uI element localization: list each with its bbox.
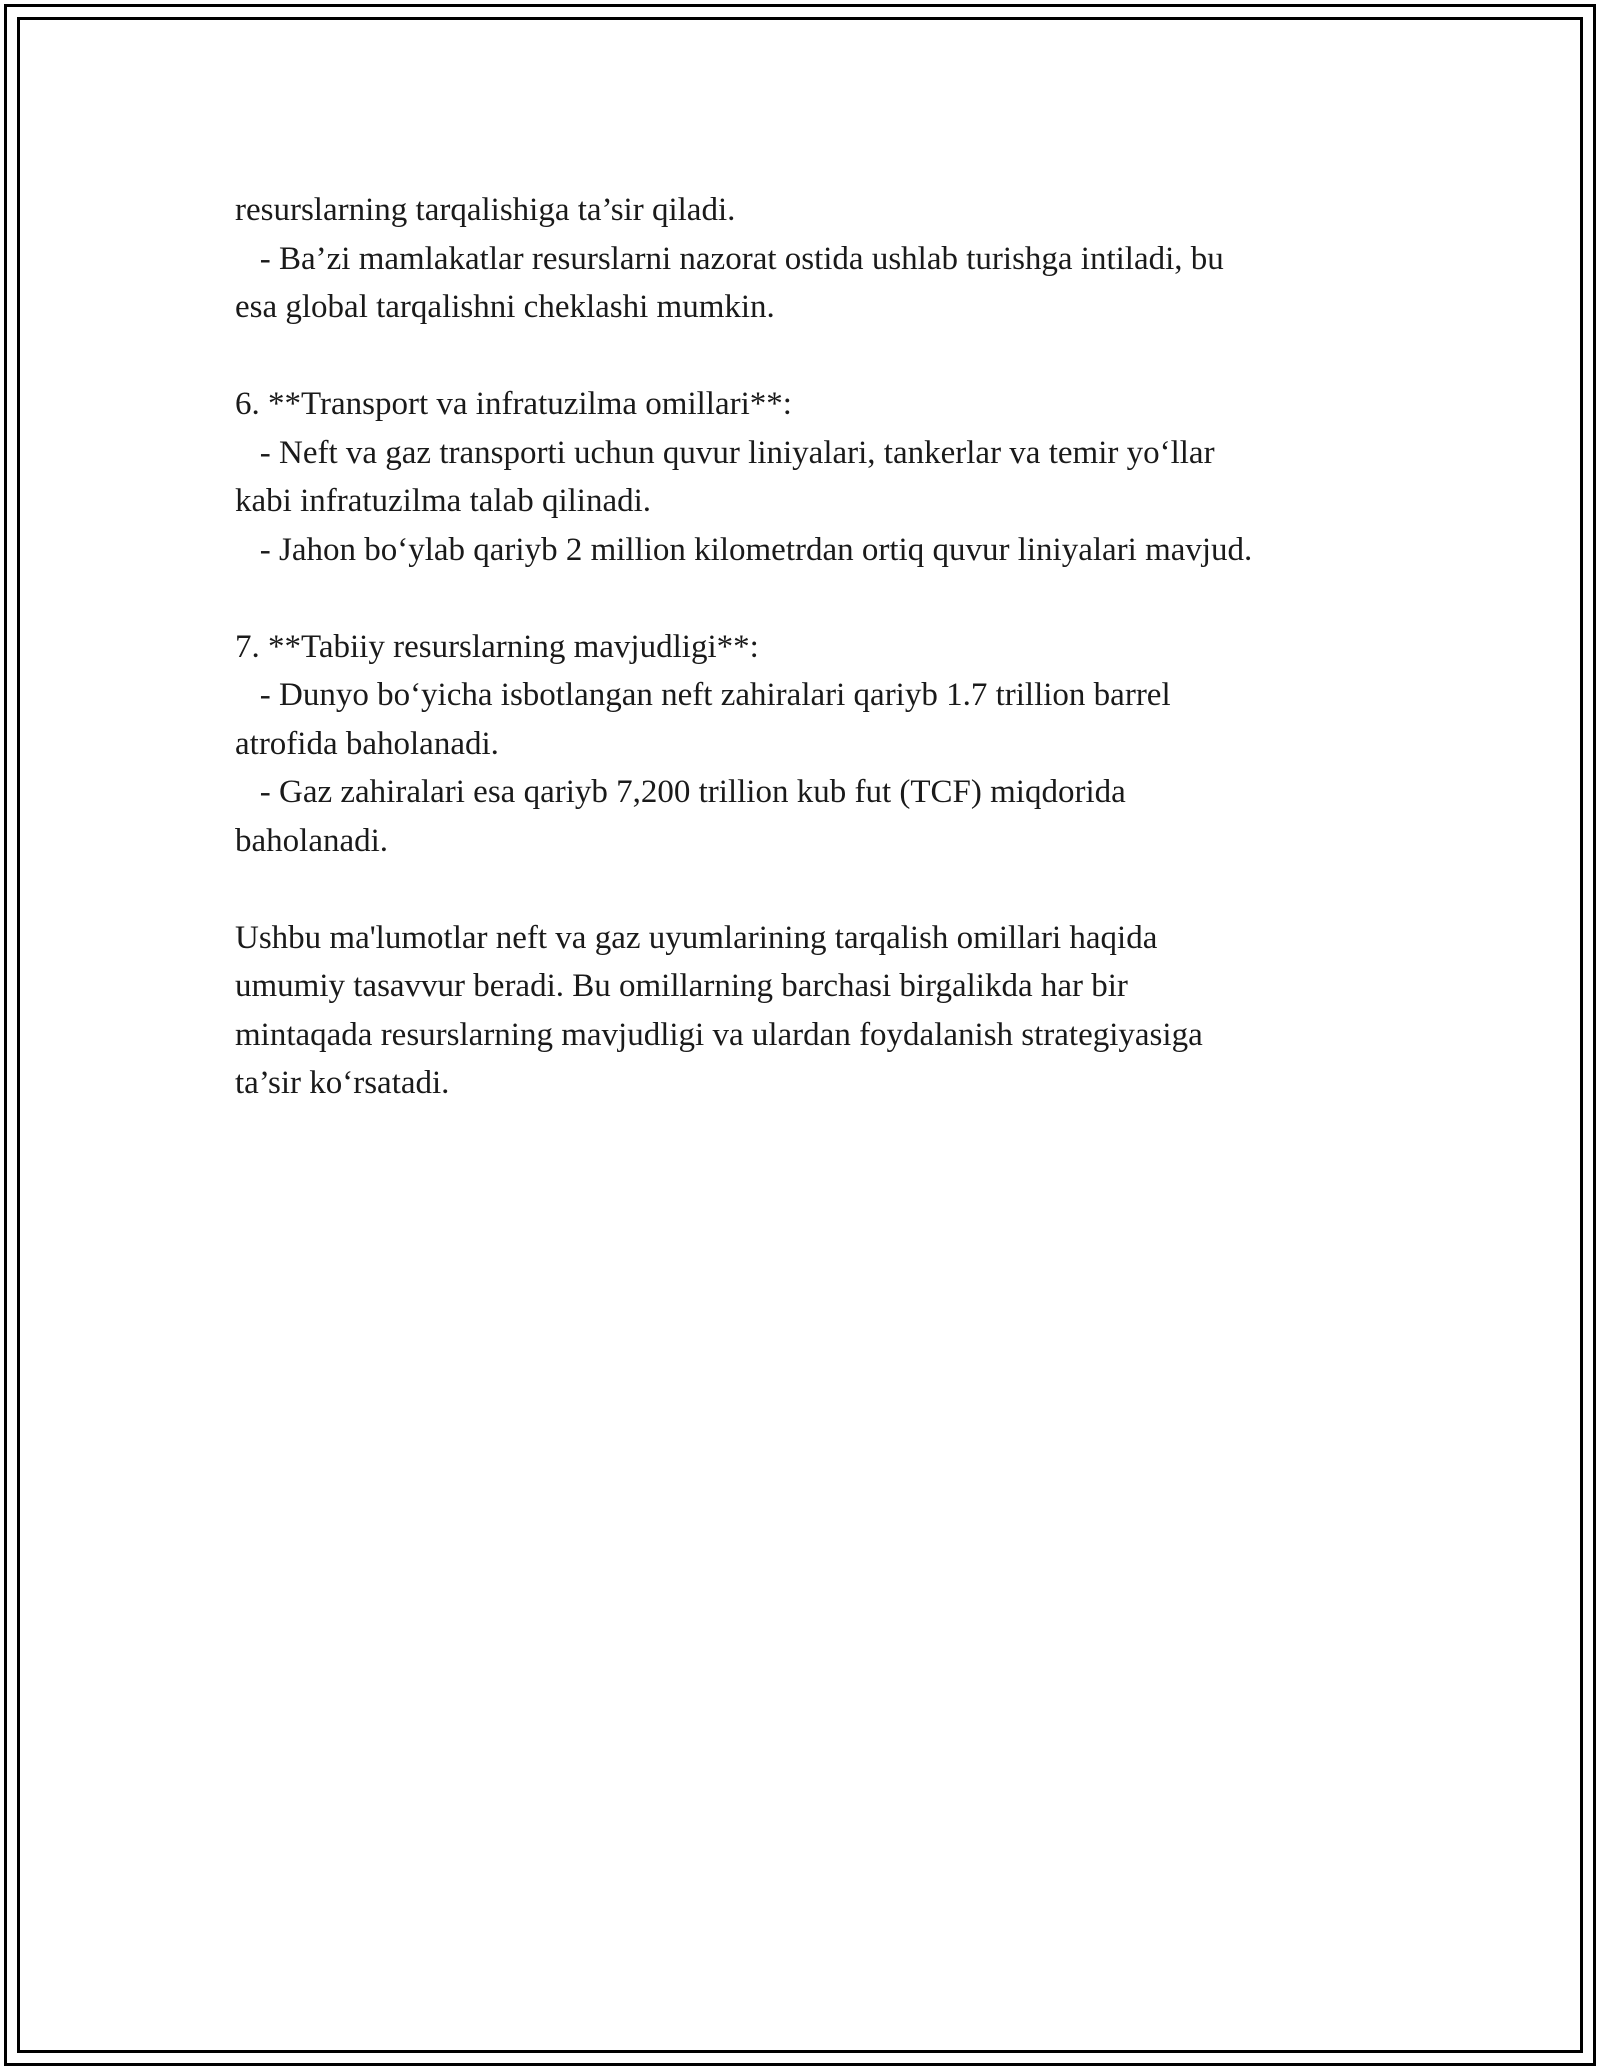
- paragraph-sanctions-continued: [235, 186, 1405, 332]
- text-line: esa global tarqalishni cheklashi mumkin.: [235, 289, 775, 325]
- text-line: kabi infratuzilma talab qilinadi.: [235, 483, 652, 519]
- paragraph-natural-resources: [235, 623, 1405, 866]
- paragraph-gap: [235, 332, 1405, 381]
- text-line: mintaqada resurslarning mavjudligi va ulardan foydalanish strategiyasiga: [235, 1016, 1203, 1053]
- text-line: - Dunyo bo‘yicha isbotlangan neft zahiralari qariyb 1.7 trillion barrel: [235, 677, 1171, 713]
- text-line: Ushbu ma'lumotlar neft va gaz uyumlarining tarqalish omillari haqida: [235, 919, 1158, 956]
- text-line: - Ba’zi mamlakatlar resurslarni nazorat ostida ushlab turishga intiladi, bu: [235, 240, 1224, 277]
- section-heading: 7. **Tabiiy resurslarning mavjudligi**:: [235, 628, 759, 665]
- text-line: - Gaz zahiralari esa qariyb 7,200 trillion kub fut (TCF) miqdorida: [235, 774, 1126, 810]
- text-line: atrofida baholanadi.: [235, 725, 499, 762]
- paragraph-gap: [235, 865, 1405, 914]
- document-body: [235, 186, 1405, 1108]
- paragraph-conclusion: [235, 914, 1405, 1108]
- text-line: resurslarning tarqalishiga ta’sir qiladi.: [235, 192, 736, 228]
- section-heading: 6. **Transport va infratuzilma omillari**:: [235, 386, 792, 422]
- text-line: - Jahon bo‘ylab qariyb 2 million kilometrdan ortiq quvur liniyalari mavjud.: [235, 531, 1253, 568]
- text-line: ta’sir ko‘rsatadi.: [235, 1065, 450, 1101]
- paragraph-transport-infrastructure: [235, 380, 1405, 574]
- text-line: - Neft va gaz transporti uchun quvur liniyalari, tankerlar va temir yo‘llar: [235, 434, 1215, 471]
- paragraph-gap: [235, 574, 1405, 623]
- text-line: baholanadi.: [235, 822, 389, 859]
- text-line: umumiy tasavvur beradi. Bu omillarning barchasi birgalikda har bir: [235, 968, 1128, 1004]
